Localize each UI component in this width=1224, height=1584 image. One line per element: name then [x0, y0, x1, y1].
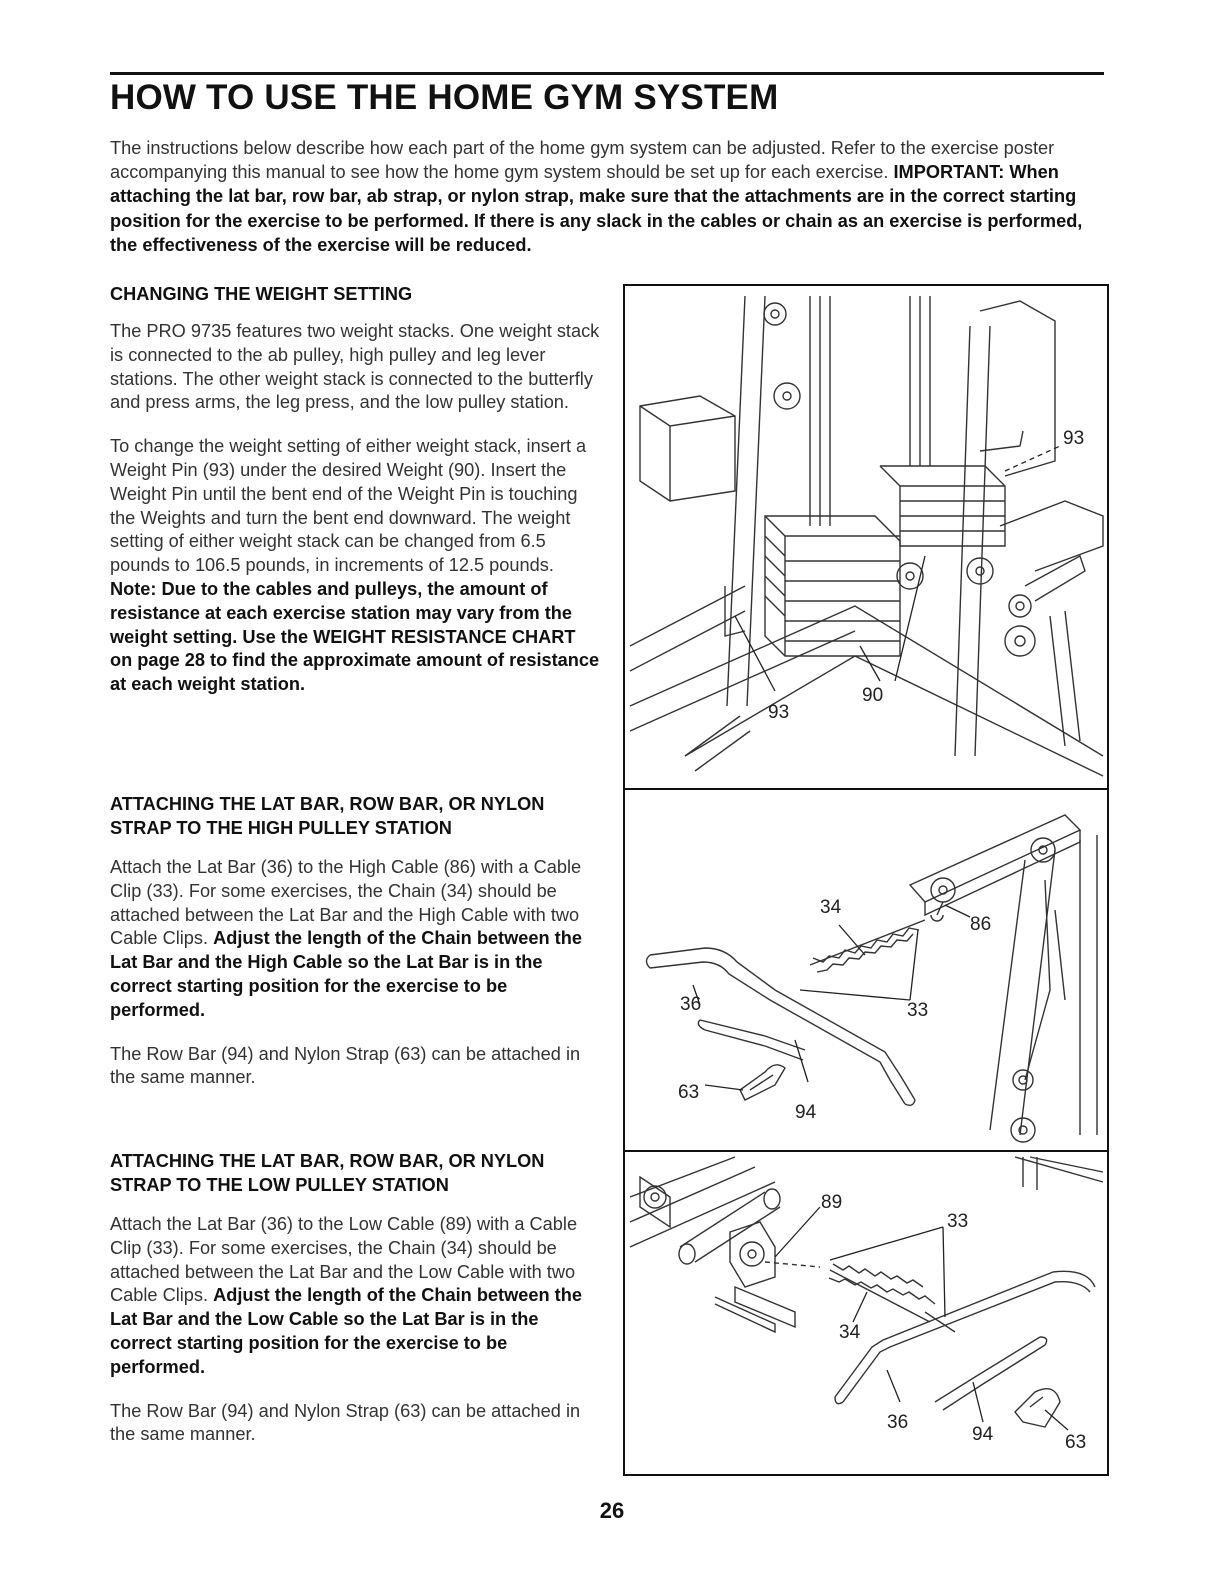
label-low-cable: 89: [821, 1192, 843, 1213]
page-number: 26: [599, 1498, 625, 1523]
intro-text: The instructions below describe how each part of the home gym system can be adjusted. Refer to the exercise poster accompanying this manual to see how the home gym system should be set up for each exercise.: [110, 138, 1055, 183]
leader-line: [775, 1207, 820, 1257]
intro-paragraph: [110, 136, 1100, 257]
label-row-bar: 94: [795, 1102, 817, 1123]
label-weight-pin-left: 93: [768, 702, 790, 723]
section-paragraph: [110, 1213, 600, 1380]
leader-line: [735, 616, 775, 691]
leader-line: [839, 925, 865, 955]
label-nylon-strap: 63: [1065, 1432, 1087, 1453]
figure-weight-stack: [623, 284, 1109, 790]
section-high-pulley: [110, 792, 600, 1090]
leader-line: [830, 1227, 945, 1317]
paragraph-text: Attach the Lat Bar (36) to the High Cable (86) with a Cable Clip (33). For some exercises, the Chain (34) should be attached between the Lat Bar and the High Cable with two Cable Clips.: [110, 857, 582, 949]
leader-line: [887, 1370, 900, 1402]
leader-line: [705, 1085, 743, 1090]
section-heading: ATTACHING THE LAT BAR, ROW BAR, OR NYLON STRAP TO THE LOW PULLEY STATION: [110, 1151, 545, 1195]
label-weights: 90: [862, 685, 884, 706]
section-paragraph: [110, 856, 600, 1023]
label-lat-bar: 36: [680, 994, 702, 1015]
section-weight-setting: [110, 282, 600, 697]
section-low-pulley: [110, 1149, 600, 1447]
leader-line: [853, 1292, 867, 1322]
paragraph-note: Note: Due to the cables and pulleys, the amount of resistance at each exercise station may vary from the weight setting. Use the WEIGHT RESISTANCE CHART on page 28 to find the approximate amount of resistance at each weight station.: [110, 578, 600, 695]
intro-important: IMPORTANT: When attaching the lat bar, row bar, ab strap, or nylon strap, make sure that the attachments are in the correct starting position for the exercise to be performed. If there is any slack in the cables or chain as an exercise is performed, the effectiveness of the exercise will be reduced.: [110, 162, 1083, 255]
section-paragraph: The Row Bar (94) and Nylon Strap (63) can be attached in the same manner.: [110, 1043, 581, 1088]
label-chain: 34: [839, 1322, 861, 1343]
weight-stack-illustration: [625, 286, 1107, 788]
label-cable-clip: 33: [947, 1211, 969, 1232]
label-row-bar: 94: [972, 1424, 994, 1445]
label-weight-pin-right: 93: [1063, 428, 1085, 449]
section-heading: CHANGING THE WEIGHT SETTING: [110, 284, 413, 304]
paragraph-text: To change the weight setting of either weight stack, insert a Weight Pin (93) under the desired Weight (90). Insert the Weight Pin until the bent end of the Weight Pin is touching the Weights and turn the bent end downward. The weight setting of either weight stack can be changed from 6.5 pounds to 106.5 pounds, in increments of 12.5 pounds.: [110, 436, 587, 576]
paragraph-emphasis: Adjust the length of the Chain between the Lat Bar and the High Cable so the Lat Bar is in the correct starting position for the exercise to be performed.: [110, 928, 582, 1020]
section-paragraph: The Row Bar (94) and Nylon Strap (63) can be attached in the same manner.: [110, 1400, 581, 1445]
title-rule: [110, 72, 1104, 75]
figure-high-pulley: [623, 788, 1109, 1152]
paragraph-emphasis: Adjust the length of the Chain between the Lat Bar and the Low Cable so the Lat Bar is in the correct starting position for the exercise to be performed.: [110, 1285, 582, 1377]
high-pulley-illustration: [625, 790, 1107, 1150]
leader-line: [945, 905, 970, 917]
label-high-cable: 86: [970, 914, 992, 935]
page-title: HOW TO USE THE HOME GYM SYSTEM: [110, 78, 779, 117]
label-nylon-strap: 63: [678, 1082, 700, 1103]
figure-low-pulley: [623, 1150, 1109, 1476]
paragraph-text: Attach the Lat Bar (36) to the Low Cable (89) with a Cable Clip (33). For some exercises, the Chain (34) should be attached between the Lat Bar and the Low Cable with two Cable Clips.: [110, 1214, 578, 1306]
label-lat-bar: 36: [887, 1412, 909, 1433]
section-paragraph: The PRO 9735 features two weight stacks. One weight stack is connected to the ab pulley, high pulley and leg lever stations. The other weight stack is connected to the butterfly and press arms, the leg press, and the low pulley station.: [110, 321, 600, 413]
label-chain: 34: [820, 897, 842, 918]
section-paragraph: [110, 435, 600, 697]
leader-line: [860, 556, 925, 681]
low-pulley-illustration: [625, 1152, 1107, 1474]
label-cable-clip: 33: [907, 1000, 929, 1021]
section-heading: ATTACHING THE LAT BAR, ROW BAR, OR NYLON STRAP TO THE HIGH PULLEY STATION: [110, 794, 545, 838]
leader-line: [795, 1040, 808, 1082]
